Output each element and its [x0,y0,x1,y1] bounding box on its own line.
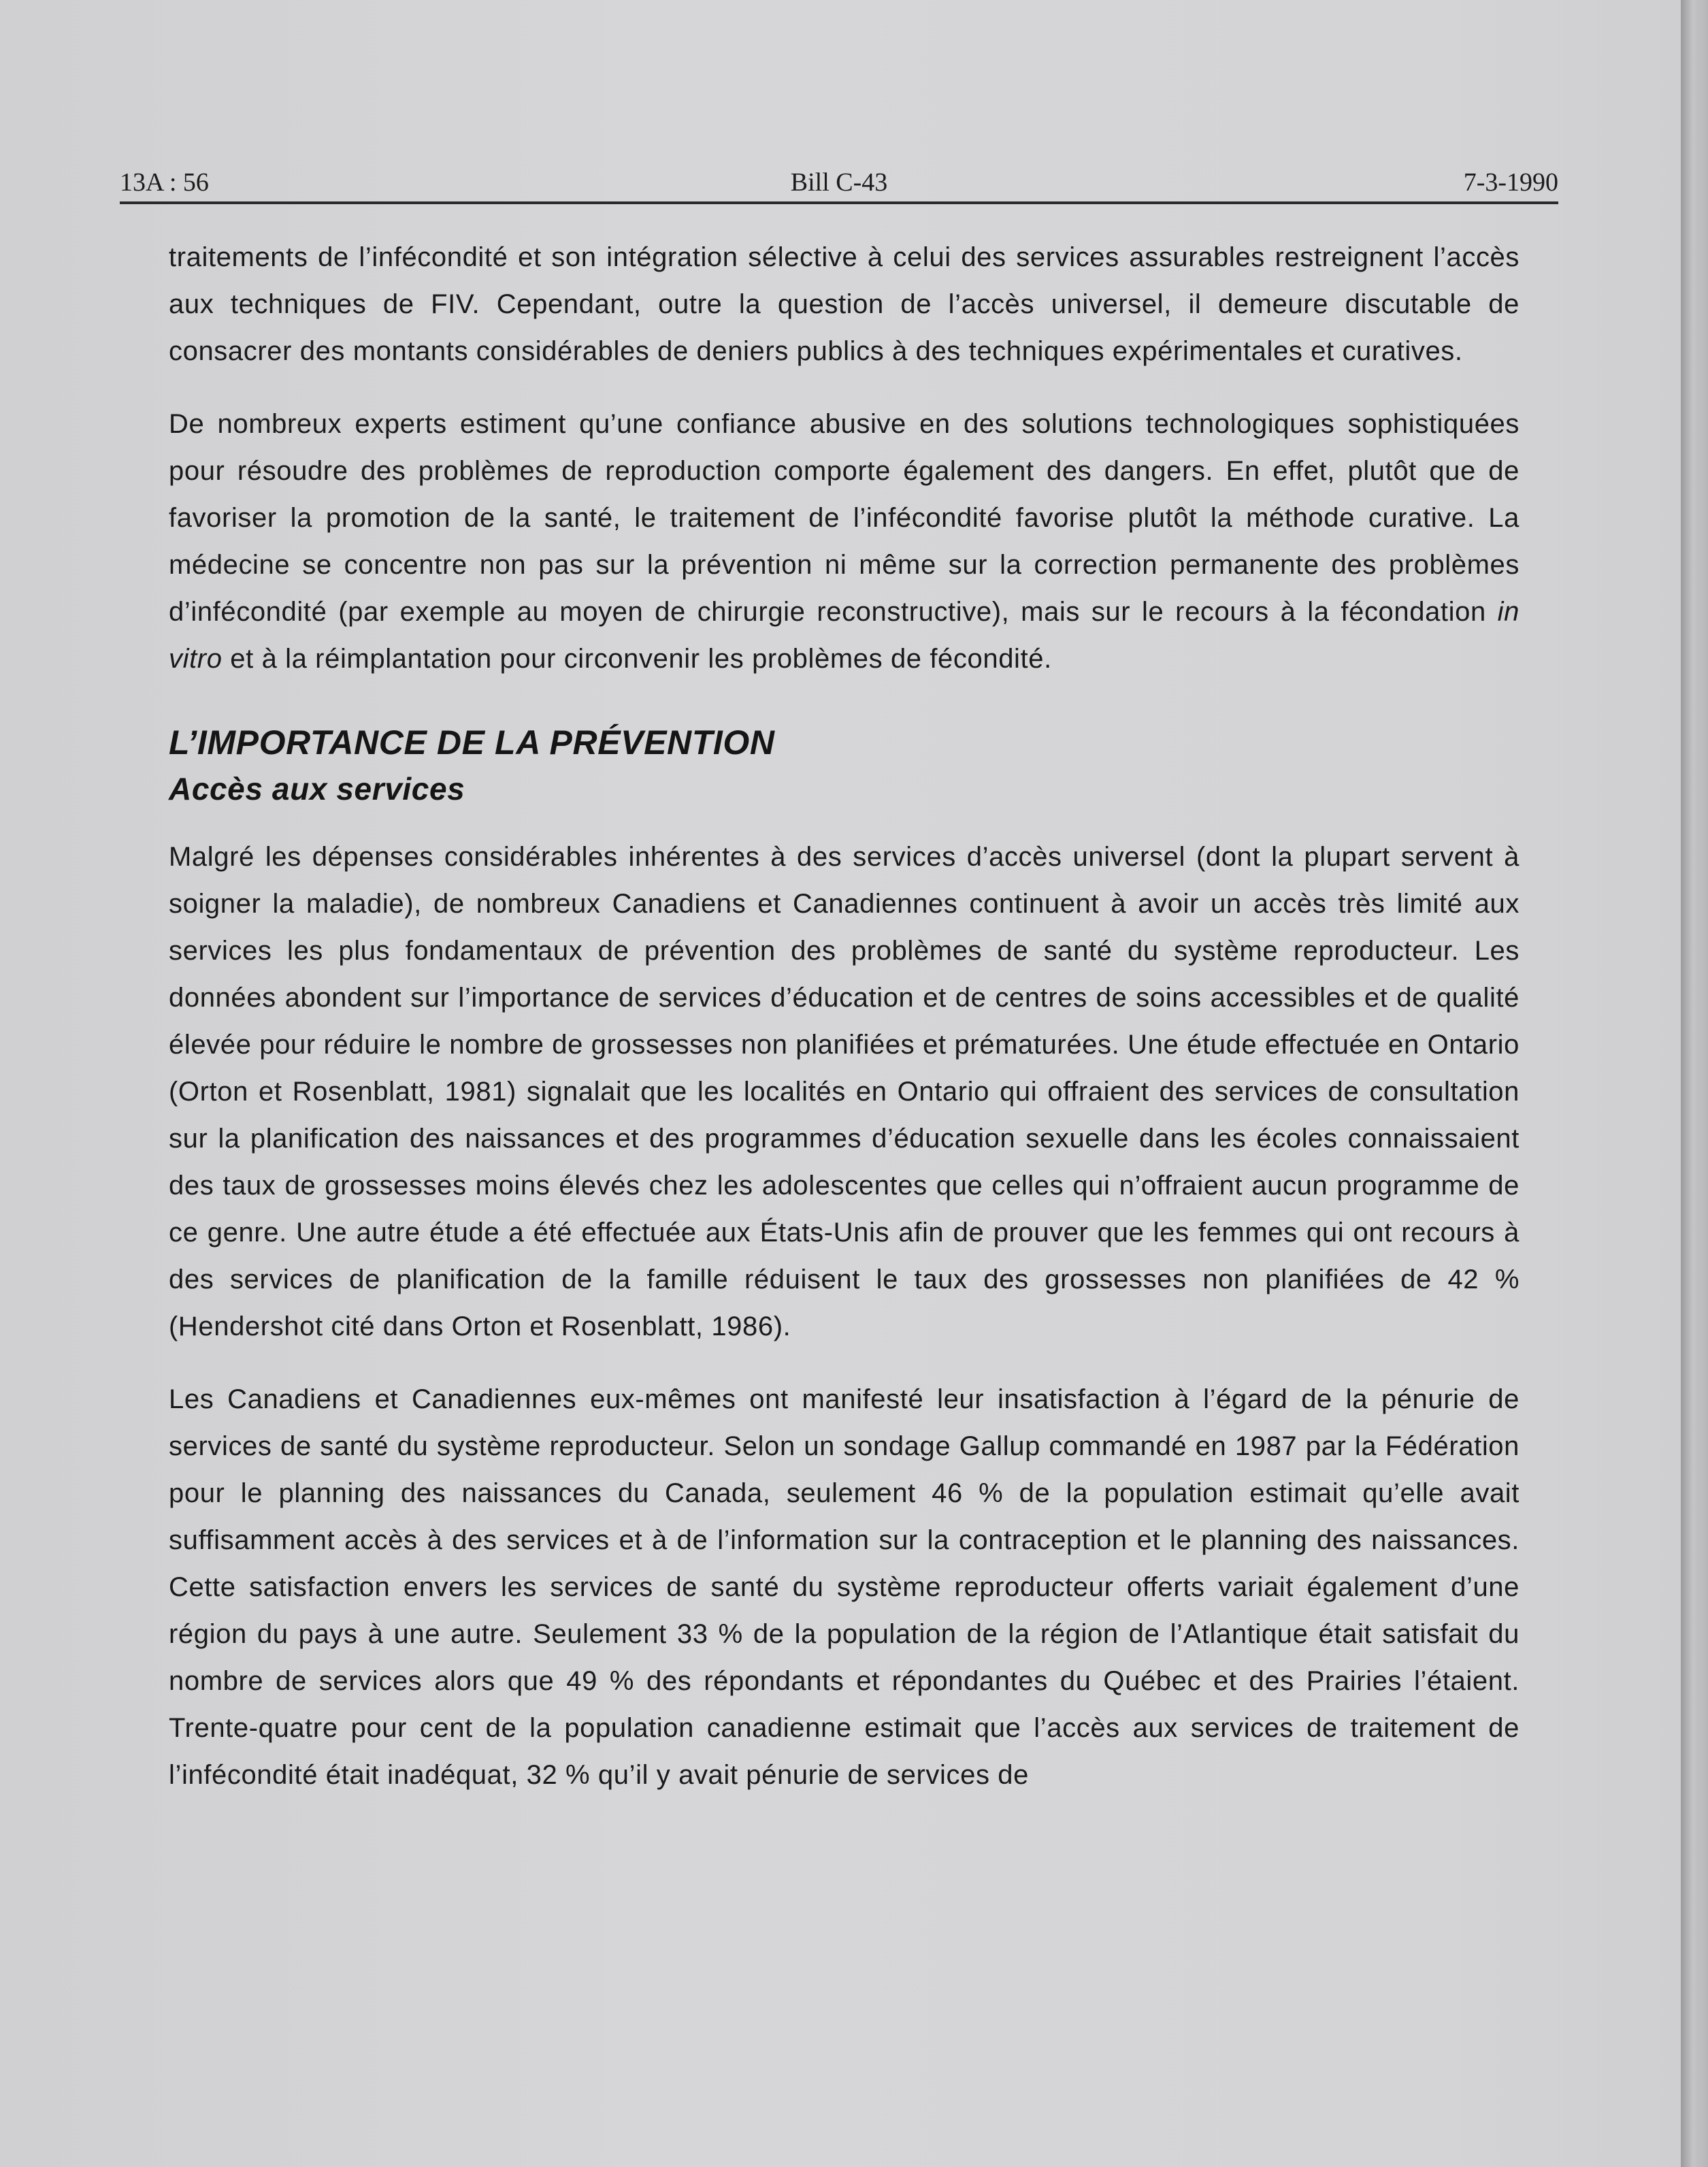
section-heading: L’IMPORTANCE DE LA PRÉVENTION [169,723,775,762]
header-bill-title: Bill C-43 [790,168,888,197]
body-text [169,234,1520,1799]
subsection-heading: Accès aux services [169,771,465,806]
header-page-number: 13A : 56 [120,168,209,197]
paragraph-3: Malgré les dépenses considérables inhérentes à des services d’accès universel (dont la plupart servent à soigner la maladie), de nombreux Canadiens et Canadiennes continuent à avoir un accès très limité aux services les plus fondamentaux de prévention des problèmes de santé du système reproducteur. Les données abondent sur l’importance de services d’éducation et de centres de soins accessibles et de qualité élevée pour réduire le nombre de grossesses non planifiées et prématurées. Une étude effectuée en Ontario (Orton et Rosenblatt, 1981) signalait que les localités en Ontario qui offraient des services de consultation sur la planification des naissances et des programmes d’éducation sexuelle dans les écoles connaissaient des taux de grossesses moins élevés chez les adolescentes que celles qui n’offraient aucun programme de ce genre. Une autre étude a été effectuée aux États-Unis afin de prouver que les femmes qui ont recours à des services de planification de la famille réduisent le taux des grossesses non planifiées de 42 % (Hendershot cité dans Orton et Rosenblatt, 1986). [169,842,1520,1341]
header-rule [120,201,1558,204]
paragraph-2-italic: in vitro [169,597,1520,674]
paragraph-2-text-end: et à la réimplantation pour circonvenir les problèmes de fécondité. [230,644,1052,674]
page-edge-shadow [1681,0,1708,2167]
paragraph-2-text: De nombreux experts estiment qu’une confiance abusive en des solutions technologiques sophistiquées pour résoudre des problèmes de reproduction comporte également des dangers. En effet, plutôt que de favoriser la promotion de la santé, le traitement de l’infécondité favorise plutôt la méthode curative. La médecine se concentre non pas sur la prévention ni même sur la correction permanente des problèmes d’infécondité (par exemple au moyen de chirurgie reconstructive), mais sur le recours à la fécondation [169,409,1520,627]
paragraph-1: traitements de l’infécondité et son intégration sélective à celui des services assurables restreignent l’accès aux techniques de FIV. Cependant, outre la question de l’accès universel, il demeure discutable de consacrer des montants considérables de deniers publics à des techniques expérimentales et curatives. [169,242,1520,366]
header-date: 7-3-1990 [1463,168,1558,197]
paragraph-4: Les Canadiens et Canadiennes eux-mêmes ont manifesté leur insatisfaction à l’égard de la pénurie de services de santé du système reproducteur. Selon un sondage Gallup commandé en 1987 par la Fédération pour le planning des naissances du Canada, seulement 46 % de la population estimait qu’elle avait suffisamment accès à des services et à de l’information sur la contraception et le planning des naissances. Cette satisfaction envers les services de santé du système reproducteur offerts variait également d’une région du pays à une autre. Seulement 33 % de la population de la région de l’Atlantique était satisfait du nombre de services alors que 49 % des répondants et répondantes du Québec et des Prairies l’étaient. Trente-quatre pour cent de la population canadienne estimait que l’accès aux services de traitement de l’infécondité était inadéquat, 32 % qu’il y avait pénurie de services de [169,1384,1520,1790]
paragraph-2 [169,401,1520,683]
running-header [120,163,1558,204]
